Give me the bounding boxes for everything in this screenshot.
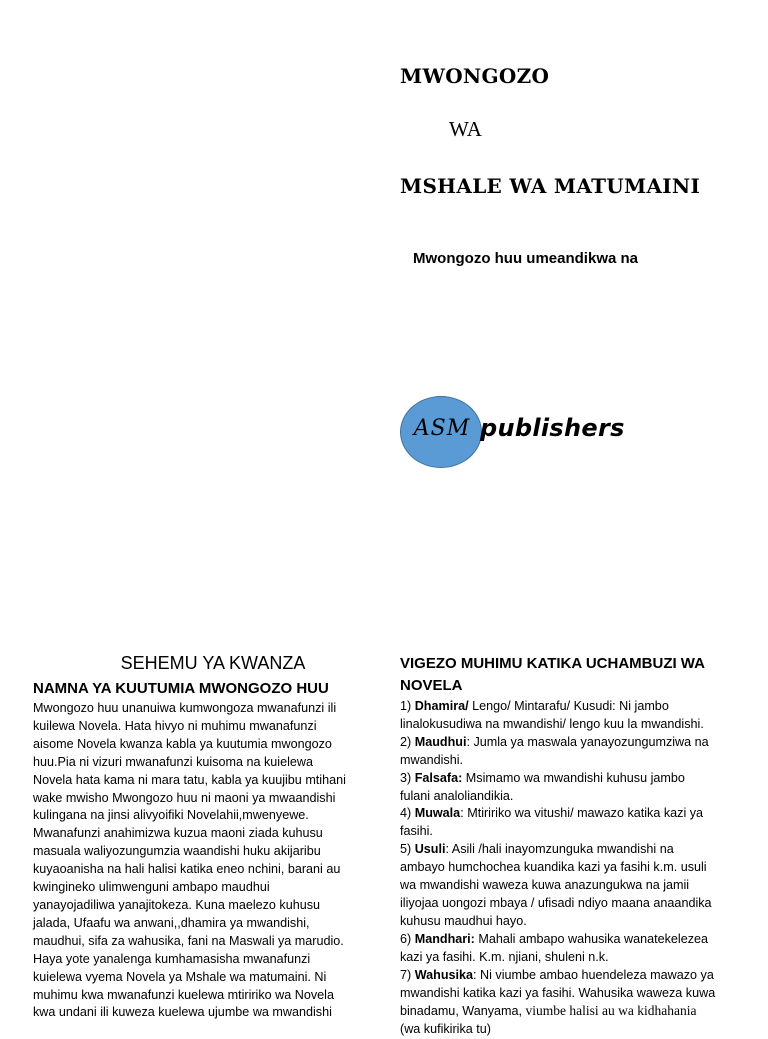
criteria-term: Mandhari: — [414, 931, 475, 946]
criteria-term: Muwala — [414, 806, 461, 821]
criteria-number: 4) — [400, 806, 415, 821]
criteria-line — [400, 1002, 740, 1021]
criteria-line — [400, 805, 740, 823]
body-line: yanayojadiliwa yanajitokeza. Kuna maelezo kuhusu — [33, 897, 321, 912]
criteria-number: 3) — [400, 770, 415, 785]
cover-title-line-2: WA — [449, 117, 483, 141]
body-line: muhimu kwa mwanafunzi kuelewa mtiririko wa Novela — [33, 987, 334, 1002]
criteria-line — [400, 841, 740, 859]
body-line: kuilewa Novela. Hata hivyo ni muhimu mwanafunzi — [33, 718, 317, 733]
body-line: Mwanafunzi anahimizwa kuzua maoni ziada kuhusu — [33, 826, 323, 841]
criteria-term: Dhamira/ — [414, 699, 469, 713]
criteria-line — [400, 931, 740, 949]
right-column — [400, 653, 740, 1039]
criteria-line — [400, 895, 740, 913]
criteria-line — [400, 985, 740, 1003]
criteria-line — [400, 770, 740, 788]
criteria-number: 5) — [400, 842, 415, 857]
criteria-line — [400, 823, 740, 841]
criteria-text: : Ni viumbe ambao huendeleza mawazo ya — [473, 967, 714, 982]
criteria-text: kazi ya fasihi. K.m. njiani, shuleni n.k. — [400, 949, 609, 964]
section-heading: SEHEMU YA KWANZA — [120, 653, 306, 673]
body-line: Mwongozo huu unanuiwa kumwongoza mwanafunzi ili — [33, 701, 337, 715]
criteria-term: Falsafa: — [414, 770, 463, 785]
criteria-term: Usuli — [414, 842, 446, 857]
criteria-text: fulani analoliandikia. — [400, 788, 514, 803]
logo-initials: ASM — [413, 416, 471, 441]
body-line: aisome Novela kwanza kabla ya kuutumia mwongozo — [33, 736, 332, 751]
body-line: masuala waliyozungumzia waandishi huku akijaribu — [33, 844, 321, 859]
criteria-text: : Asili /hali inayomzunguka mwandishi na — [445, 842, 674, 857]
body-line: Haya yote yanalenga kumhamasisha mwanafunzi — [33, 951, 311, 966]
criteria-text: linalokusudiwa na mwandishi/ lengo kuu la mwandishi. — [400, 716, 704, 731]
criteria-line — [400, 859, 740, 877]
criteria-number: 2) — [400, 734, 415, 749]
body-line: kwa undani ili kuweza kuelewa ujumbe wa mwandishi — [33, 1005, 332, 1020]
left-body-text — [33, 700, 373, 1022]
body-line: kwingineko ulimwenguni ambapo maudhui — [33, 880, 270, 895]
criteria-line — [400, 698, 740, 716]
body-line: wake mwisho Mwongozo huu ni maoni ya mwaandishi — [33, 790, 336, 805]
body-line: Novela hata kama ni mara tatu, kabla ya kuujibu mtihani — [33, 772, 346, 787]
criteria-text: mwandishi. — [400, 752, 463, 767]
criteria-text: wa mwandishi waweza kuwa anazungukwa na jamii — [400, 878, 690, 893]
criteria-line — [400, 967, 740, 985]
criteria-line — [400, 734, 740, 752]
criteria-number: 7) — [400, 967, 415, 982]
criteria-line — [400, 949, 740, 967]
criteria-text: kuhusu maudhui hayo. — [400, 913, 527, 928]
body-line: kuielewa vyema Novela ya Mshale wa matumaini. Ni — [33, 969, 327, 984]
criteria-number: 1) — [400, 699, 415, 713]
publisher-logo — [400, 396, 660, 468]
criteria-text: ambayo humchochea kuandika kazi ya fasihi k.m. usuli — [400, 860, 707, 875]
criteria-line — [400, 913, 740, 931]
criteria-text: Msimamo wa mwandishi kuhusu jambo — [462, 770, 685, 785]
criteria-text: Lengo/ Mintarafu/ Kusudi: Ni jambo — [468, 699, 669, 713]
body-line: huu.Pia ni vizuri mwanafunzi kuisoma na kuielewa — [33, 754, 314, 769]
criteria-text: iliyojaa uongozi mbaya / ufisadi ndiyo maana anaandika — [400, 895, 712, 910]
left-column — [33, 653, 373, 1022]
body-line: kuyaoanisha na hali halisi katika eneo nchini, barani au — [33, 862, 341, 877]
criteria-term: Wahusika — [414, 967, 474, 982]
cover-title-line-3: MSHALE WA MATUMAINI — [400, 174, 701, 198]
criteria-text: fasihi. — [400, 824, 433, 839]
body-line: kulingana na jinsi alivyoifiki Novelahii,mwenyewe. — [33, 808, 309, 823]
criteria-cut-line: (wa kufikirika tu) — [400, 1022, 491, 1037]
body-line: maudhui, sifa za wahusika, fani na Maswali ya marudio. — [33, 933, 344, 948]
criteria-list — [400, 698, 740, 1039]
criteria-heading: VIGEZO MUHIMU KATIKA UCHAMBUZI WA NOVELA — [400, 655, 705, 694]
author-line: Mwongozo huu umeandikwa na — [413, 250, 638, 267]
criteria-line — [400, 877, 740, 895]
body-line: jalada, Ufaafu wa anwani,,dhamira ya mwandishi, — [33, 915, 310, 930]
criteria-line — [400, 788, 740, 806]
criteria-number: 6) — [400, 931, 415, 946]
criteria-line — [400, 716, 740, 734]
sub-heading: NAMNA YA KUUTUMIA MWONGOZO HUU — [33, 680, 329, 697]
criteria-line — [400, 752, 740, 770]
criteria-term: Maudhui — [414, 734, 467, 749]
criteria-text: mwandishi katika kazi ya fasihi. Wahusika waweza kuwa — [400, 985, 716, 1000]
criteria-text: : Jumla ya maswala yanayozungumziwa na — [466, 734, 709, 749]
cover-title-line-1: MWONGOZO — [400, 64, 550, 88]
criteria-text: : Mtiririko wa vitushi/ mawazo katika kazi ya — [460, 806, 704, 821]
criteria-text: binadamu, Wanyama, — [400, 1004, 526, 1019]
logo-wordmark: publishers — [480, 414, 625, 442]
criteria-text: Mahali ambapo wahusika wanatekelezea — [474, 931, 709, 946]
criteria-serif-tail: viumbe halisi au wa kidhahania — [525, 1003, 697, 1019]
